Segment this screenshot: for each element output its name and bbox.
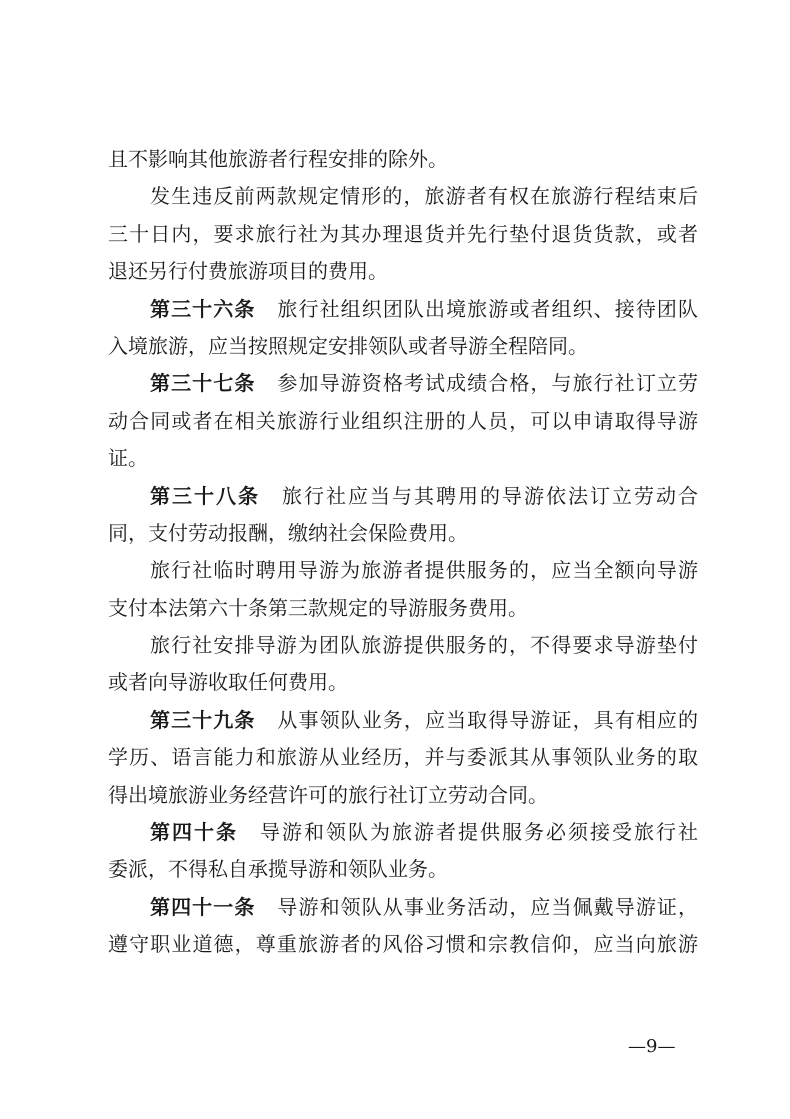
article-paragraph [108,365,698,477]
line-text: 学历、语言能力和旅游从业经历，并与委派其从事领队业务的取 [108,745,698,770]
text-line [108,739,698,776]
article-paragraph [108,889,698,964]
text-line [108,814,698,851]
text-line [108,552,698,589]
line-text: 委派，不得私自承揽导游和领队业务。 [108,857,448,882]
line-text: 导游和领队为旅游者提供服务必须接受旅行社 [260,820,698,845]
line-text: 支付本法第六十条第三款规定的导游服务费用。 [108,595,528,620]
line-text: 从事领队业务，应当取得导游证，具有相应的 [277,707,699,732]
text-line [108,178,698,215]
paragraph [108,141,698,178]
article-heading: 第三十八条 [150,483,260,508]
line-text: 动合同或者在相关旅游行业组织注册的人员，可以申请取得导游 [108,408,698,433]
article-heading: 第三十七条 [150,371,256,396]
article-paragraph [108,814,698,889]
paragraph [108,552,698,627]
text-line [108,291,698,328]
text-line [108,440,698,477]
text-line [108,627,698,664]
text-line [108,889,698,926]
paragraph [108,627,698,702]
text-line [108,403,698,440]
text-line [108,216,698,253]
paragraph [108,178,698,290]
text-line [108,926,698,963]
article-paragraph [108,478,698,553]
line-text: 旅行社组织团队出境旅游或者组织、接待团队 [277,296,699,321]
line-text: 证。 [108,446,148,471]
text-line [108,253,698,290]
text-line [108,478,698,515]
text-line [108,141,698,178]
text-line [108,590,698,627]
line-text: 旅行社临时聘用导游为旅游者提供服务的，应当全额向导游 [150,558,698,583]
line-text: 三十日内，要求旅行社为其办理退货并先行垫付退货货款，或者 [108,221,698,246]
article-heading: 第三十六条 [150,296,256,321]
article-paragraph [108,291,698,366]
line-text: 且不影响其他旅游者行程安排的除外。 [108,147,448,171]
text-line [108,702,698,739]
line-text: 同，支付劳动报酬，缴纳社会保险费用。 [108,520,468,545]
line-text: 旅行社应当与其聘用的导游依法订立劳动合 [282,483,698,508]
text-line [108,515,698,552]
line-text: 得出境旅游业务经营许可的旅行社订立劳动合同。 [108,782,548,807]
article-heading: 第三十九条 [150,707,256,732]
line-text: 入境旅游，应当按照规定安排领队或者导游全程陪同。 [108,333,588,358]
article-heading: 第四十一条 [150,894,256,919]
article-heading: 第四十条 [150,820,238,845]
line-text: 导游和领队从事业务活动，应当佩戴导游证， [277,894,699,919]
article-paragraph [108,702,698,814]
line-text: 发生违反前两款规定情形的，旅游者有权在旅游行程结束后 [150,184,698,209]
text-line [108,777,698,814]
line-text: 旅行社安排导游为团队旅游提供服务的，不得要求导游垫付 [150,633,698,658]
line-text: 或者向导游收取任何费用。 [108,670,348,695]
text-line [108,851,698,888]
text-line [108,328,698,365]
page-number: —9— [628,1036,676,1057]
text-line [108,664,698,701]
text-line [108,365,698,402]
document-body [108,141,698,964]
line-text: 参加导游资格考试成绩合格，与旅行社订立劳 [277,371,699,396]
line-text: 遵守职业道德，尊重旅游者的风俗习惯和宗教信仰，应当向旅游 [108,932,698,957]
line-text: 退还另行付费旅游项目的费用。 [108,259,388,284]
